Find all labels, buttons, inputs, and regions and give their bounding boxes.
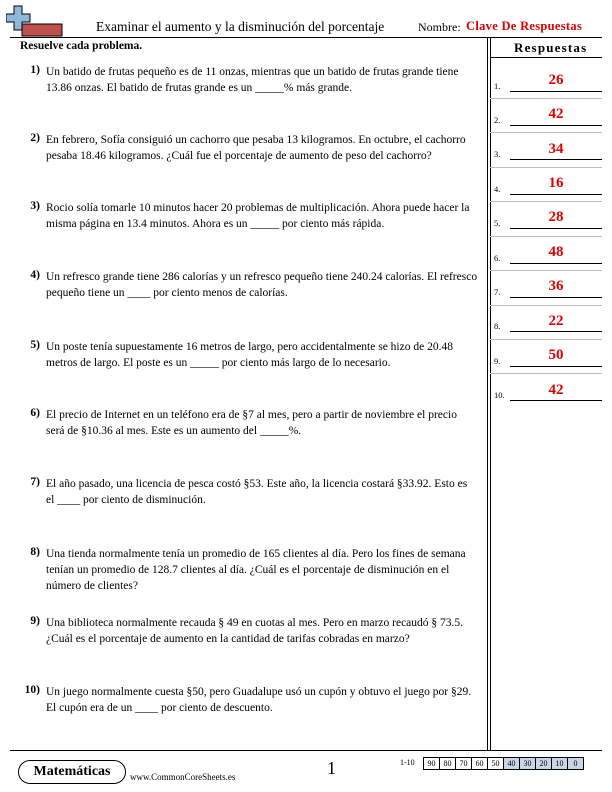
answer-number: 6. [494,253,501,263]
score-range-label: 1-10 [400,758,415,767]
answer-number: 8. [494,321,501,331]
answers-heading-underline [490,57,602,58]
answer-separator [490,236,602,237]
answer-value: 50 [548,347,564,363]
answer-number: 2. [494,115,501,125]
subject-badge: Matemáticas [18,760,126,784]
answer-number: 5. [494,218,501,228]
answer-separator [490,305,602,306]
question-number: 10) [24,684,40,696]
answer-number: 10. [494,390,505,400]
question-text: Una biblioteca normalmente recauda § 49 en cuotas al mes. Pero en marzo recaudó § 73.5. ¿Cuál es el porcentaje de aumento en la cantidad de tarifas cobradas en marzo? [46,617,464,645]
answer-line [510,366,602,367]
answer-value: 34 [548,141,564,157]
question-text: Rocio solía tomarle 10 minutos hacer 20 problemas de multiplicación. Ahora puede hacer la misma página en 13.4 minutos. Ahora es un _____ por ciento más rápida. [46,202,470,230]
answer-separator [490,201,602,202]
question-text: Un refresco grande tiene 286 calorías y un refresco pequeño tiene 240.24 calorías. El refresco pequeño tiene un ____ por ciento menos de calorías. [46,271,478,299]
answer-separator [490,373,602,374]
score-cell: 30 [519,757,536,770]
score-cell: 70 [455,757,472,770]
answers-heading: Respuestas [514,40,588,55]
score-cell: 50 [487,757,504,770]
question-number: 6) [30,407,40,419]
question-text: Un batido de frutas pequeño es de 11 onzas, mientras que un batido de frutas grande tiene 13.86 onzas. El batido de frutas grande es un _____% más grande. [46,66,459,94]
page-number: 1 [327,758,336,778]
answer-line [510,297,602,298]
answer-value: 28 [548,209,564,225]
question-text: El año pasado, una licencia de pesca costó §53. Este año, la licencia costará §33.92. Esto es el ____ por ciento de disminución. [46,478,468,506]
header-divider [10,37,602,38]
answer-line [510,331,602,332]
question-text: Una tienda normalmente tenía un promedio de 165 clientes al día. Pero los fines de semana tenían un promedio de 128.7 clientes al día. ¿Cuál es el porcentaje de disminución en el número de clientes? [46,548,466,592]
answer-separator [490,167,602,168]
answer-number: 4. [494,184,501,194]
answer-column-border-inner [490,38,491,750]
name-label: Nombre: [418,20,461,34]
question-text: En febrero, Sofía consiguió un cachorro que pesaba 13 kilogramos. En octubre, el cachorro pesaba 18.46 kilogramos. ¿Cuál fue el porcentaje de aumento de peso del cachorro? [46,134,466,162]
answer-line [510,125,602,126]
answer-line [510,91,602,92]
answer-value: 16 [548,175,564,191]
answer-separator [490,339,602,340]
name-value: Clave De Respuestas [466,19,583,33]
answer-value: 36 [548,278,564,294]
question-number: 3) [30,200,40,212]
commoncoresheets-logo [6,4,66,38]
score-cell: 0 [567,757,584,770]
answer-separator [490,132,602,133]
score-cell: 80 [439,757,456,770]
answer-line [510,263,602,264]
answer-number: 7. [494,287,501,297]
question-text: El precio de Internet en un teléfono era de §7 al mes, pero a partir de noviembre el precio será de §10.36 al mes. Este es un aumento del _____%. [46,409,457,437]
score-cell: 40 [503,757,520,770]
question-number: 4) [30,269,40,281]
answer-separator [490,98,602,99]
answer-column-border [487,38,488,750]
instructions: Resuelve cada problema. [20,40,143,52]
question-number: 2) [30,132,40,144]
worksheet-title: Examinar el aumento y la disminución del porcentaje [96,19,385,34]
question-number: 9) [30,615,40,627]
site-url: www.CommonCoreSheets.es [130,772,236,782]
score-cell: 90 [423,757,440,770]
score-cell: 20 [535,757,552,770]
score-cell: 60 [471,757,488,770]
answer-line [510,159,602,160]
answer-number: 3. [494,149,501,159]
question-number: 1) [30,64,40,76]
score-cell: 10 [551,757,568,770]
answer-number: 1. [494,81,501,91]
answer-separator [490,270,602,271]
answer-line [510,400,602,401]
question-number: 8) [30,546,40,558]
question-text: Un poste tenía supuestamente 16 metros de largo, pero accidentalmente se hizo de 20.48 metros de largo. El poste es un _____ por ciento más largo de lo necesario. [46,341,453,369]
answer-value: 42 [548,106,564,122]
answer-line [510,228,602,229]
score-table [424,757,584,770]
question-number: 5) [30,339,40,351]
answer-number: 9. [494,356,501,366]
answer-value: 42 [548,382,564,398]
answer-value: 26 [548,72,564,88]
answer-value: 22 [548,313,564,329]
answer-value: 48 [548,244,564,260]
answer-line [510,194,602,195]
question-text: Un juego normalmente cuesta §50, pero Guadalupe usó un cupón y obtuvo el juego por §29. El cupón era de un ____ por ciento de descuento. [46,686,472,714]
question-number: 7) [30,476,40,488]
footer-divider [10,750,602,751]
